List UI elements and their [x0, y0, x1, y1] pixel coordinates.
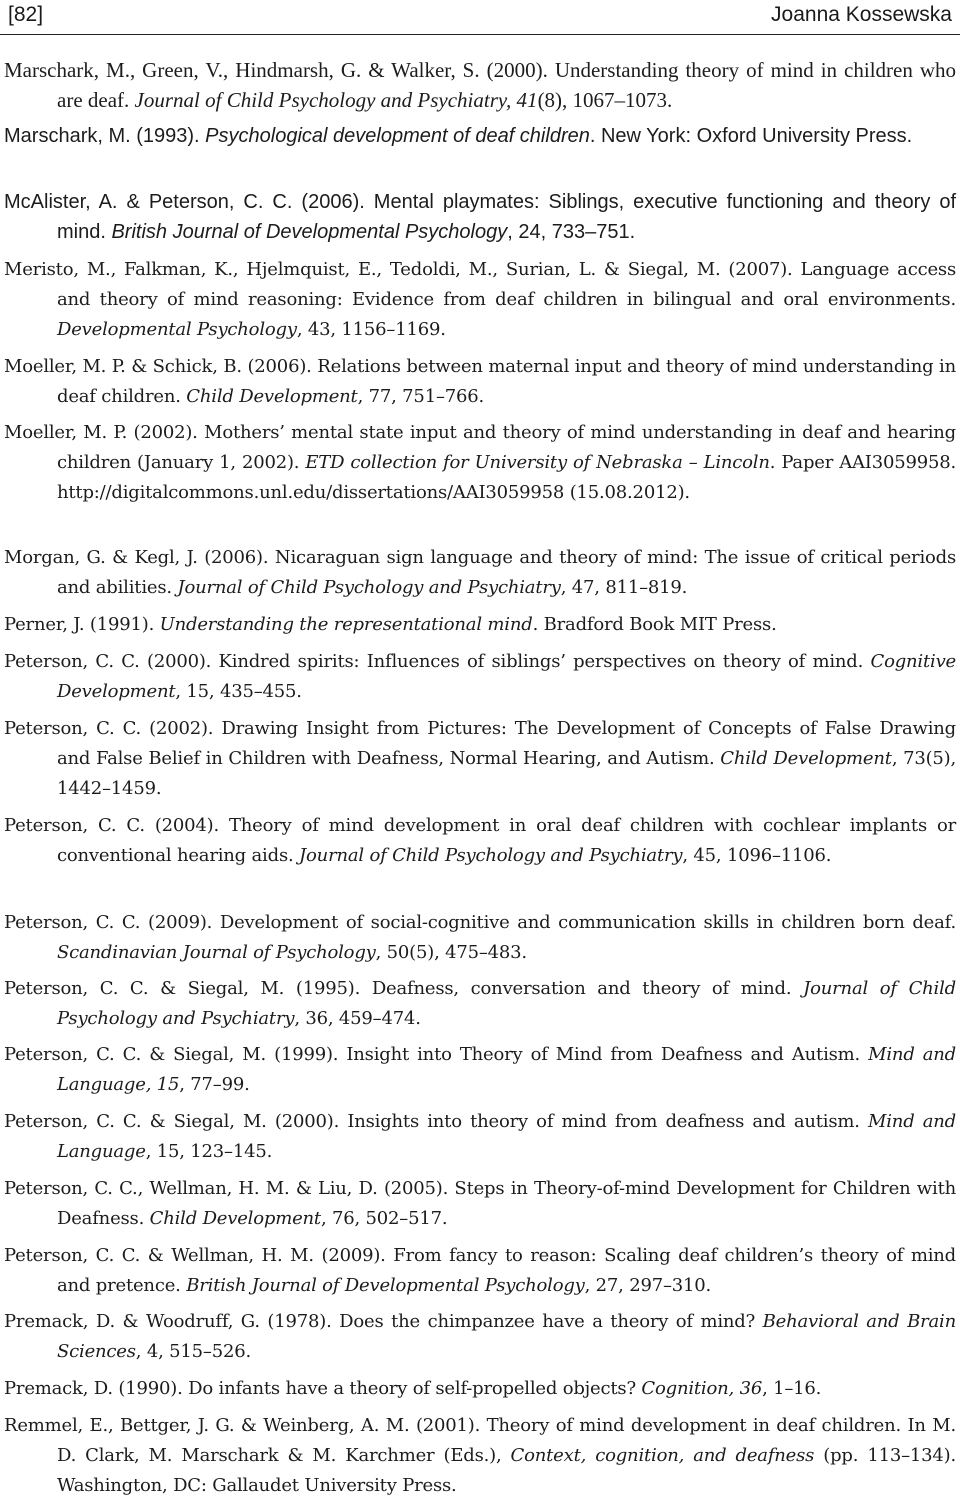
reference-entry: Peterson, C. C. & Wellman, H. M. (2009). From fancy to reason: Scaling deaf children’s theory of mind and pretence. British Journal of Developmental Psychology, 27, 297–310.	[4, 1245, 956, 1296]
reference-entry: Premack, D. (1990). Do infants have a theory of self-propelled objects? Cognition, 36, 1–16.	[4, 1378, 822, 1399]
reference-entry: Peterson, C. C. (2000). Kindred spirits: Influences of siblings’ perspectives on theory of mind. Cognitive Development, 15, 435–455.	[4, 651, 956, 702]
reference-entry: Remmel, E., Bettger, J. G. & Weinberg, A. M. (2001). Theory of mind development in deaf children. In M. D. Clark, M. Marschark & M. Karchmer (Eds.), Context, cognition, and deafness (pp. 113–134). Washington, DC: Gallaudet University Press.	[4, 1415, 956, 1496]
reference-entry: Peterson, C. C. & Siegal, M. (1995). Deafness, conversation and theory of mind. Journal of Child Psychology and Psychiatry, 36, 459–474.	[4, 978, 956, 1029]
reference-entry: Moeller, M. P. (2002). Mothers’ mental state input and theory of mind understanding in deaf and hearing children (January 1, 2002). ETD collection for University of Nebraska – Lincoln. Paper AAI3059958. http://digitalcommons.unl.edu/dissertations/AAI3059958 (15.08.2012).	[4, 422, 956, 503]
reference-entry: Meristo, M., Falkman, K., Hjelmquist, E., Tedoldi, M., Surian, L. & Siegal, M. (2007). Language access and theory of mind reasoning: Evidence from deaf children in bilingual and oral environments. Developmental Psychology, 43, 1156–1169.	[4, 259, 956, 340]
reference-entry: Peterson, C. C. (2002). Drawing Insight from Pictures: The Development of Concepts of False Drawing and False Belief in Children with Deafness, Normal Hearing, and Autism. Child Development, 73(5), 1442–1459.	[4, 718, 957, 799]
reference-entry: Peterson, C. C. & Siegal, M. (2000). Insights into theory of mind from deafness and autism. Mind and Language, 15, 123–145.	[4, 1111, 956, 1162]
reference-entry: Premack, D. & Woodruff, G. (1978). Does the chimpanzee have a theory of mind? Behavioral and Brain Sciences, 4, 515–526.	[4, 1311, 956, 1362]
reference-entry: McAlister, A. & Peterson, C. C. (2006). Mental playmates: Siblings, executive functioning and theory of mind. British Journal of Developmental Psychology, 24, 733–751.	[4, 191, 956, 243]
reference-entry: Moeller, M. P. & Schick, B. (2006). Relations between maternal input and theory of mind understanding in deaf children. Child Development, 77, 751–766.	[4, 356, 956, 407]
reference-entry: Peterson, C. C. & Siegal, M. (1999). Insight into Theory of Mind from Deafness and Autism. Mind and Language, 15, 77–99.	[4, 1044, 956, 1095]
reference-entry: Morgan, G. & Kegl, J. (2006). Nicaraguan sign language and theory of mind: The issue of critical periods and abilities. Journal of Child Psychology and Psychiatry, 47, 811–819.	[4, 547, 956, 598]
reference-entry: Marschark, M., Green, V., Hindmarsh, G. & Walker, S. (2000). Understanding theory of mind in children who are deaf. Journal of Child Psychology and Psychiatry, 41(8), 1067–1073.	[4, 58, 956, 112]
reference-entry: Perner, J. (1991). Understanding the representational mind. Bradford Book MIT Press.	[4, 614, 777, 635]
running-header-author: Joanna Kossewska	[771, 3, 952, 26]
reference-entry: Marschark, M. (1993). Psychological development of deaf children. New York: Oxford University Press.	[4, 125, 913, 147]
reference-entry: Peterson, C. C. (2004). Theory of mind development in oral deaf children with cochlear implants or conventional hearing aids. Journal of Child Psychology and Psychiatry, 45, 1096–1106.	[4, 815, 956, 866]
running-header	[0, 0, 960, 35]
page-number: [82]	[8, 3, 44, 26]
reference-entry: Peterson, C. C. (2009). Development of social-cognitive and communication skills in children born deaf. Scandinavian Journal of Psychology, 50(5), 475–483.	[4, 912, 956, 963]
reference-entry: Peterson, C. C., Wellman, H. M. & Liu, D. (2005). Steps in Theory-of-mind Development for Children with Deafness. Child Development, 76, 502–517.	[4, 1178, 956, 1229]
